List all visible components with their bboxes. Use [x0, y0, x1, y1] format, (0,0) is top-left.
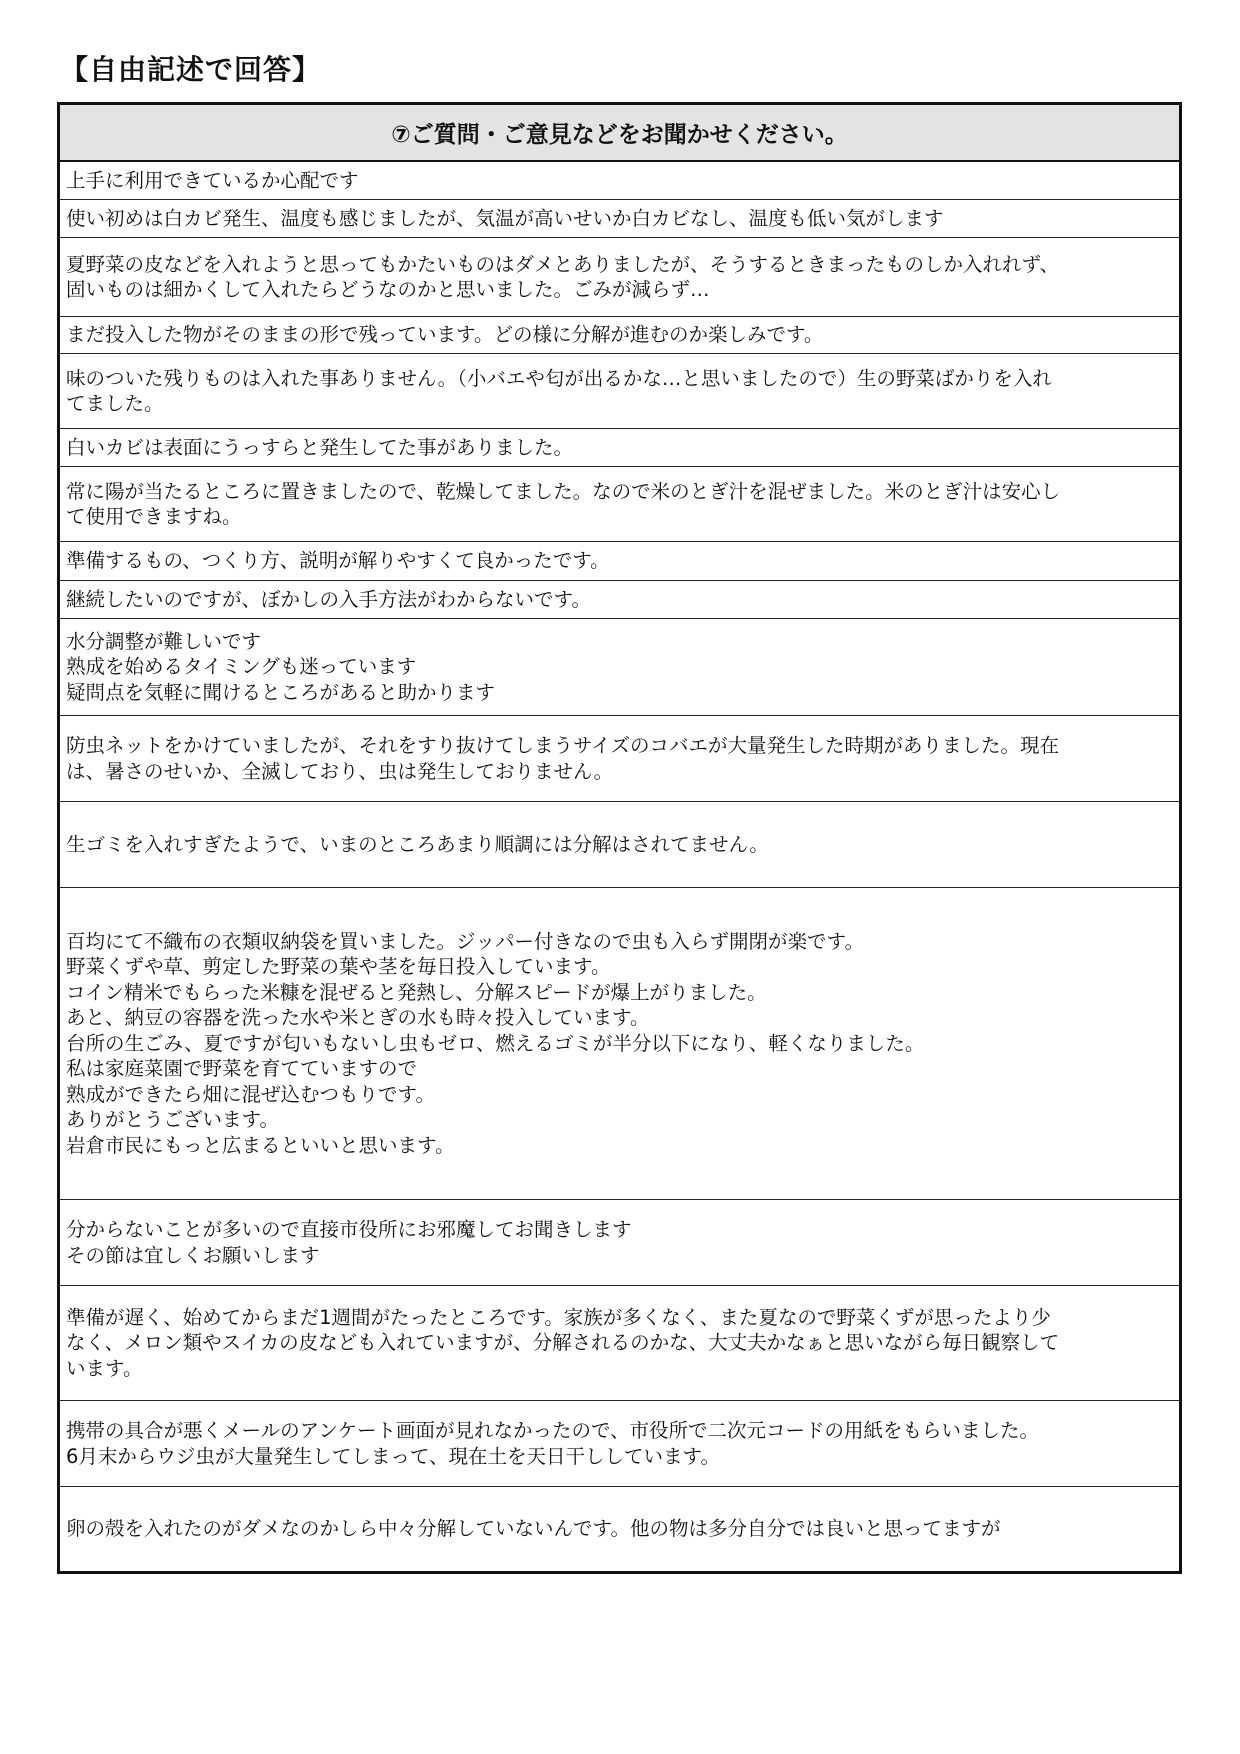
answer-text: 上手に利用できているか心配です [66, 168, 359, 192]
answers-table [57, 102, 1182, 1574]
answer-text: 生ゴミを入れすぎたようで、いまのところあまり順調には分解はされてません。 [66, 832, 769, 856]
answer-row-15 [60, 1286, 1179, 1401]
answer-text: 準備が遅く、始めてからまだ1週間がたったところです。家族が多くなく、また夏なので野菜くずが思ったより少 なく、メロン類やスイカの皮なども入れていますが、分解されるのかな、大丈夫かなぁと思いながら毎日観察して います。 [66, 1305, 1060, 1380]
answer-row-4 [60, 317, 1179, 354]
answer-row-7 [60, 467, 1179, 542]
answer-text: 夏野菜の皮などを入れようと思ってもかたいものはダメとありましたが、そうするときまったものしか入れれず、 固いものは細かくして入れたらどうなのかと思いました。ごみが減らず… [66, 252, 1059, 301]
answer-row-13 [60, 888, 1179, 1200]
answer-row-6 [60, 429, 1179, 467]
answer-text: 卵の殻を入れたのがダメなのかしら中々分解していないんです。他の物は多分自分では良いと思ってますが [66, 1517, 1001, 1541]
answer-text: 味のついた残りものは入れた事ありません。（小バエや匂が出るかな…と思いましたので）生の野菜ばかりを入れ てました。 [66, 366, 1052, 415]
answer-text: 継続したいのですが、ぼかしの入手方法がわからないです。 [66, 587, 591, 611]
answer-text: まだ投入した物がそのままの形で残っています。どの様に分解が進むのか楽しみです。 [66, 323, 824, 347]
answer-text: 水分調整が難しいです 熟成を始めるタイミングも迷っています 疑問点を気軽に聞けるところがあると助かります [66, 629, 496, 704]
answer-row-3 [60, 238, 1179, 317]
answer-text: 使い初めは白カビ発生、温度も感じましたが、気温が高いせいか白カビなし、温度も低い気がします [66, 206, 944, 230]
answer-text: 携帯の具合が悪くメールのアンケート画面が見れなかったので、市役所で二次元コードの用紙をもらいました。 6月末からウジ虫が大量発生してしまって、現在土を天日干ししています。 [66, 1419, 1040, 1468]
answer-text: 常に陽が当たるところに置きましたので、乾燥してました。なので米のとぎ汁を混ぜました。米のとぎ汁は安心し て使用できますね。 [66, 479, 1061, 528]
table-header: ⑦ご質問・ご意見などをお聞かせください。 [60, 105, 1179, 162]
answer-row-11 [60, 716, 1179, 802]
answer-text: 百均にて不織布の衣類収納袋を買いました。ジッパー付きなので虫も入らず開閉が楽です。 野菜くずや草、剪定した野菜の葉や茎を毎日投入しています。 コイン精米でもらった米糠を混ぜると発熱し、分解スピードが爆上がりました。 あと、納豆の容器を洗った水や米とぎの水も時々投入しています。 台所の生ごみ、夏ですが匂いもないし虫もゼロ、燃えるゴミが半分以下になり、軽くなりました。 私は家庭菜園で野菜を育てていますので 熟成ができたら畑に混ぜ込むつもりです。 ありがとうございます。 岩倉市民にもっと広まるといいと思います。 [66, 929, 925, 1157]
answer-row-16 [60, 1401, 1179, 1487]
answer-text: 分からないことが多いので直接市役所にお邪魔してお聞きします その節は宜しくお願いします [66, 1218, 632, 1267]
page-heading: 【自由記述で回答】 [60, 53, 322, 86]
answer-row-10 [60, 619, 1179, 716]
answer-row-5 [60, 354, 1179, 429]
answer-row-2 [60, 200, 1179, 238]
answer-text: 白いカビは表面にうっすらと発生してた事がありました。 [66, 435, 574, 459]
answer-row-1 [60, 162, 1179, 200]
answer-row-9 [60, 581, 1179, 619]
answer-text: 準備するもの、つくり方、説明が解りやすくて良かったです。 [66, 549, 610, 573]
answer-row-17 [60, 1487, 1179, 1571]
answer-row-12 [60, 802, 1179, 888]
answer-text: 防虫ネットをかけていましたが、それをすり抜けてしまうサイズのコバエが大量発生した時期がありました。現在 は、暑さのせいか、全滅しており、虫は発生しておりません。 [66, 734, 1059, 783]
answer-row-14 [60, 1200, 1179, 1286]
answer-row-8 [60, 542, 1179, 581]
